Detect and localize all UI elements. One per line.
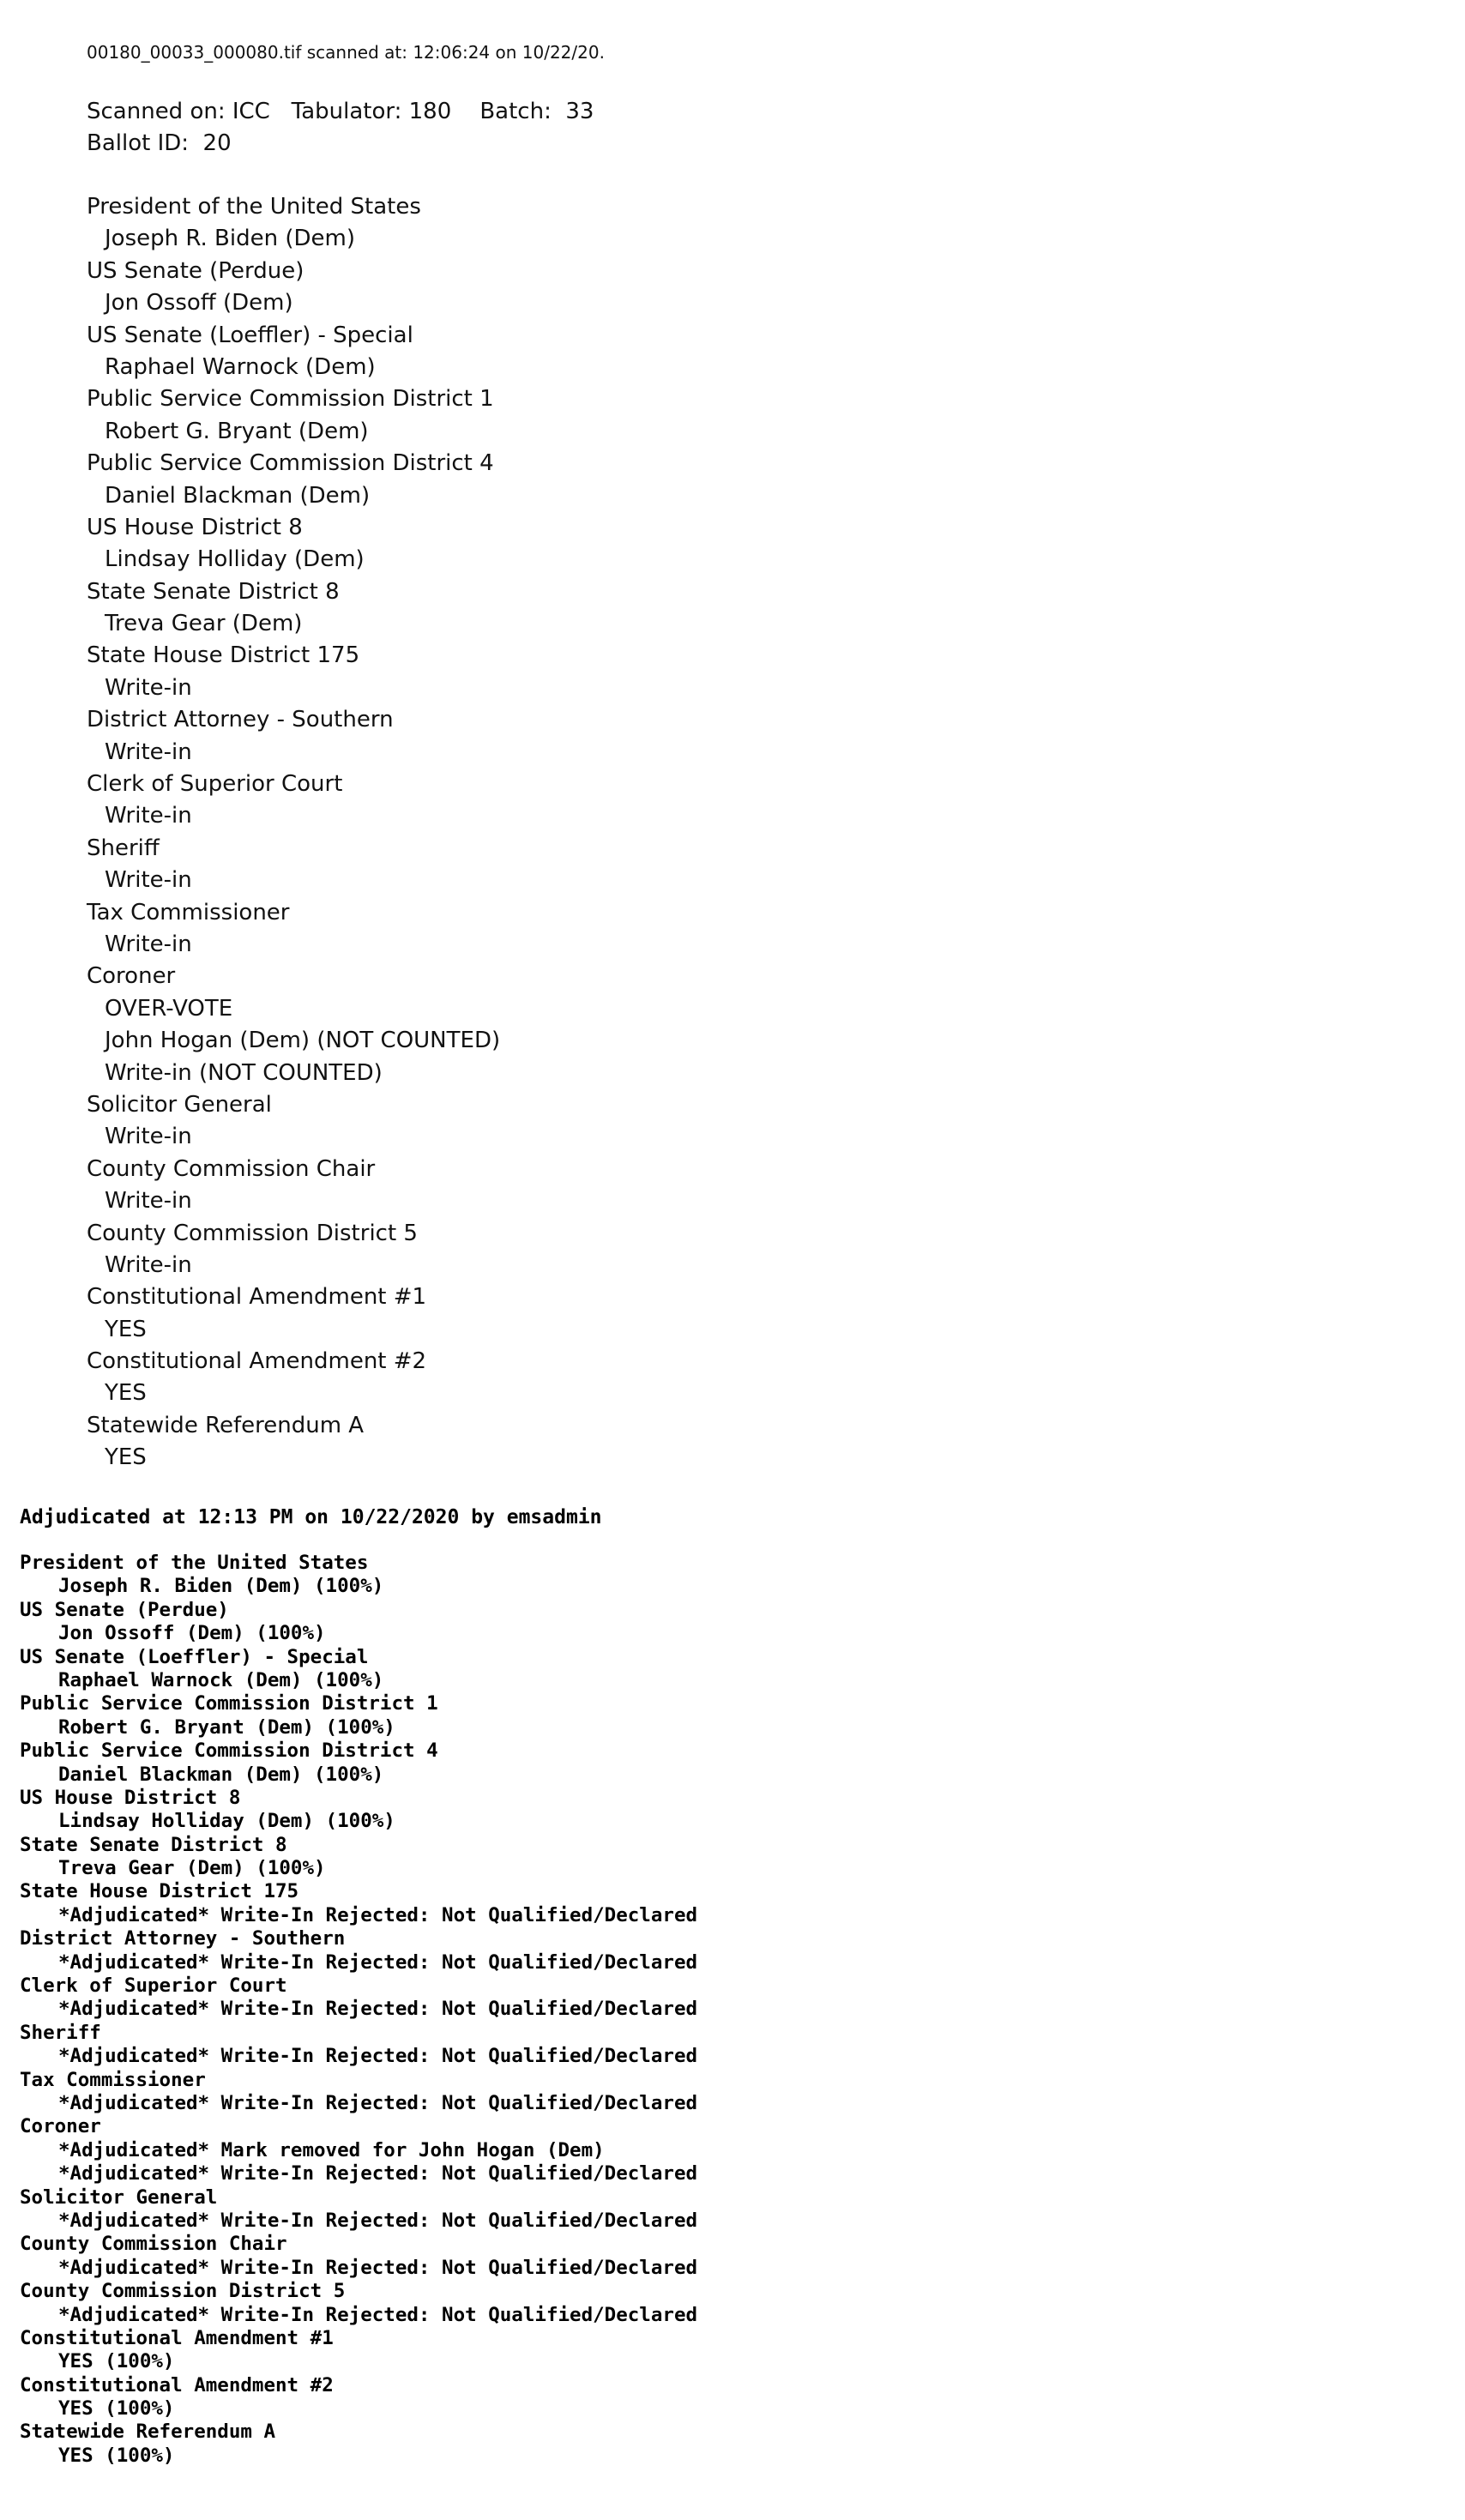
adjudication-contest-title: Constitutional Amendment #1 [20,2326,334,2349]
adjudication-result-line: *Adjudicated* Mark removed for John Hogan (Dem) [58,2138,605,2161]
adjudication-result-line: YES (100%) [58,2350,175,2373]
adjudication-result-line: *Adjudicated* Write-In Rejected: Not Qualified/Declared [58,2256,698,2279]
contest-title: Statewide Referendum A [87,1412,365,1438]
adjudication-contest-title: Clerk of Superior Court [20,1974,287,1998]
contest-title: District Attorney - Southern [87,707,394,733]
contest-selection: YES [105,1444,147,1471]
contest-title: State Senate District 8 [87,578,340,605]
contest-title: US House District 8 [87,514,303,540]
contest-selection: Write-in [105,674,192,701]
adjudication-contest-list [20,1552,1392,2468]
adjudication-result-line: Lindsay Holliday (Dem) (100%) [58,1810,395,1833]
contest-title: Sheriff [87,835,160,861]
adjudication-contest-title: Solicitor General [20,2185,218,2209]
adjudication-result-line: Jon Ossoff (Dem) (100%) [58,1622,326,1645]
contest-selection: Daniel Blackman (Dem) [105,482,371,509]
adjudication-contest-title: County Commission District 5 [20,2280,346,2303]
adjudication-result-line: *Adjudicated* Write-In Rejected: Not Qualified/Declared [58,2162,698,2185]
contest-list [87,191,1373,1474]
adjudication-contest-title: State House District 175 [20,1880,299,1903]
contest-selection: YES [105,1380,147,1407]
adjudication-result-line: *Adjudicated* Write-In Rejected: Not Qualified/Declared [58,1903,698,1926]
contest-selection: Treva Gear (Dem) [105,611,303,637]
adjudication-contest-title: US Senate (Perdue) [20,1598,229,1621]
adjudication-contest-title: Statewide Referendum A [20,2421,276,2444]
contest-title: President of the United States [87,194,421,220]
adjudication-contest-title: County Commission Chair [20,2233,287,2256]
contest-title: Clerk of Superior Court [87,771,343,798]
adjudication-result-line: *Adjudicated* Write-In Rejected: Not Qualified/Declared [58,2045,698,2068]
contest-selection: John Hogan (Dem) (NOT COUNTED) [105,1028,501,1054]
contest-selection: Write-in (NOT COUNTED) [105,1059,383,1086]
adjudication-result-line: Robert G. Bryant (Dem) (100%) [58,1715,395,1739]
contest-title: Public Service Commission District 4 [87,450,494,477]
adjudication-contest-title: Tax Commissioner [20,2068,206,2091]
contest-selection: Robert G. Bryant (Dem) [105,418,369,444]
contest-selection: Raphael Warnock (Dem) [105,353,376,380]
adjudication-contest-title: President of the United States [20,1552,369,1574]
ballot-id-line: Ballot ID: 20 [87,130,232,156]
contest-title: Public Service Commission District 1 [87,386,494,413]
adjudication-result-line: *Adjudicated* Write-In Rejected: Not Qualified/Declared [58,2091,698,2114]
scan-record [87,39,1373,1474]
adjudication-result-line: *Adjudicated* Write-In Rejected: Not Qualified/Declared [58,2303,698,2326]
contest-title: County Commission District 5 [87,1220,418,1246]
contest-selection: Joseph R. Biden (Dem) [105,226,355,252]
adjudication-contest-title: Coroner [20,2115,101,2138]
adjudication-contest-title: Sheriff [20,2021,101,2044]
contest-title: Constitutional Amendment #1 [87,1284,427,1311]
contest-title: Constitutional Amendment #2 [87,1348,427,1375]
adjudication-result-line: Raphael Warnock (Dem) (100%) [58,1668,384,1691]
contest-title: US Senate (Loeffler) - Special [87,322,413,348]
scan-header: 00180_00033_000080.tif scanned at: 12:06:24 on 10/22/20. [87,42,605,63]
adjudication-result-line: YES (100%) [58,2397,175,2421]
contest-selection: Write-in [105,1251,192,1278]
adjudication-header: Adjudicated at 12:13 PM on 10/22/2020 by emsadmin [20,1506,602,1528]
adjudication-result-line: Joseph R. Biden (Dem) (100%) [58,1575,384,1598]
adjudication-contest-title: Constitutional Amendment #2 [20,2373,334,2396]
scan-info-line: Scanned on: ICC Tabulator: 180 Batch: 33 [87,99,594,124]
adjudication-result-line: *Adjudicated* Write-In Rejected: Not Qualified/Declared [58,1998,698,2021]
adjudication-contest-title: Public Service Commission District 4 [20,1739,438,1763]
contest-title: Tax Commissioner [87,899,290,925]
contest-title: US Senate (Perdue) [87,257,304,284]
adjudication-contest-title: District Attorney - Southern [20,1927,346,1950]
contest-selection: OVER-VOTE [105,995,233,1022]
contest-selection: YES [105,1316,147,1342]
contest-selection: Lindsay Holliday (Dem) [105,546,365,573]
adjudication-contest-title: US Senate (Loeffler) - Special [20,1645,369,1668]
adjudication-contest-title: State Senate District 8 [20,1833,287,1856]
adjudication-result-line: Treva Gear (Dem) (100%) [58,1857,326,1880]
adjudication-contest-title: Public Service Commission District 1 [20,1692,438,1715]
adjudication-contest-title: US House District 8 [20,1786,241,1809]
contest-selection: Write-in [105,1124,192,1150]
contest-title: State House District 175 [87,642,360,669]
contest-title: County Commission Chair [87,1155,376,1182]
contest-title: Coroner [87,963,176,990]
adjudication-result-line: *Adjudicated* Write-In Rejected: Not Qualified/Declared [58,2209,698,2232]
contest-selection: Write-in [105,867,192,894]
adjudication-result-line: Daniel Blackman (Dem) (100%) [58,1763,384,1786]
scan-info [87,96,1373,160]
adjudication-result-line: YES (100%) [58,2444,175,2467]
contest-selection: Jon Ossoff (Dem) [105,290,293,317]
adjudication-result-line: *Adjudicated* Write-In Rejected: Not Qualified/Declared [58,1950,698,1974]
contest-selection: Write-in [105,803,192,829]
contest-selection: Write-in [105,1188,192,1215]
contest-title: Solicitor General [87,1091,272,1118]
contest-selection: Write-in [105,739,192,765]
contest-selection: Write-in [105,931,192,957]
adjudication-record [20,1504,1392,2468]
